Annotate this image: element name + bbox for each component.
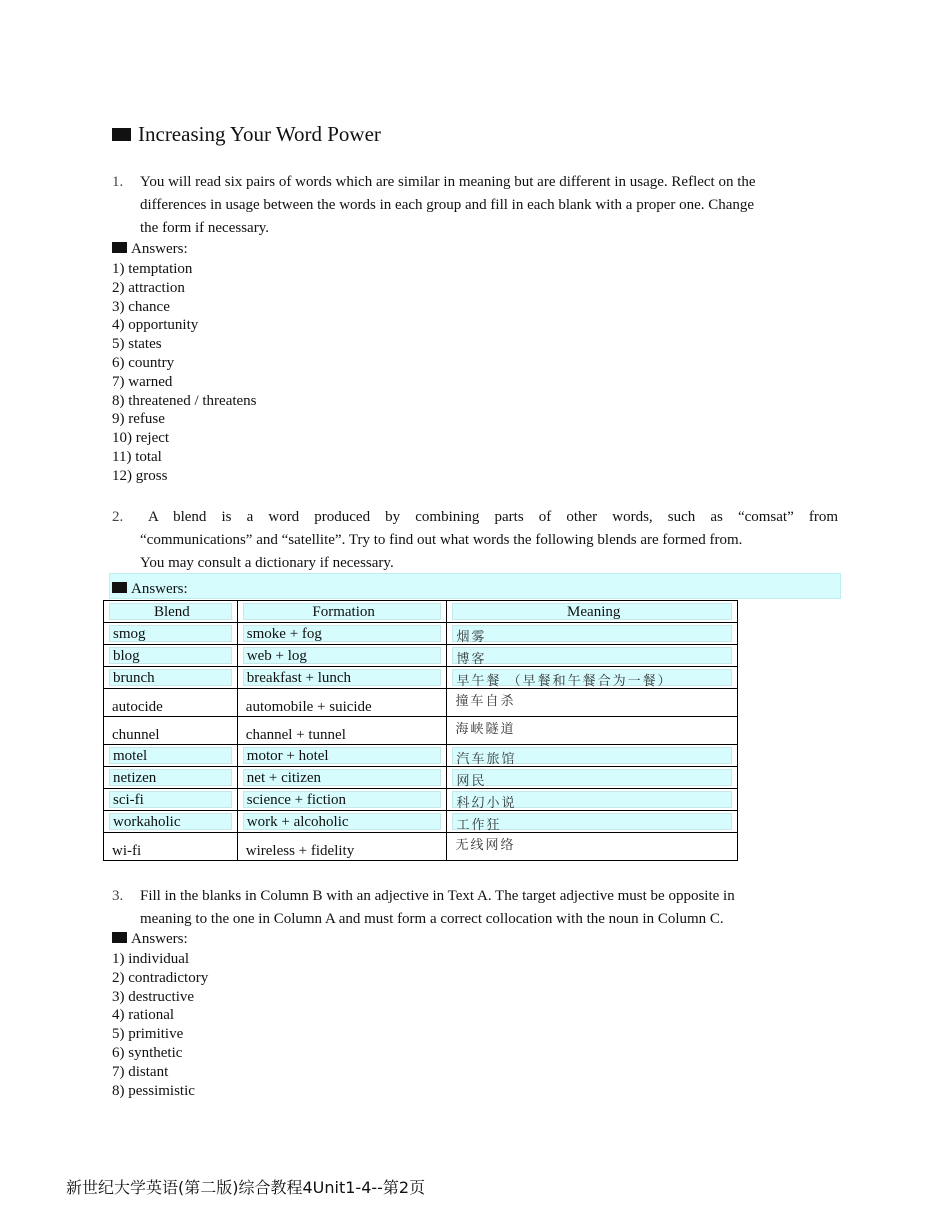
column-header: Meaning <box>447 601 738 623</box>
text-line: You may consult a dictionary if necessary. <box>140 555 394 571</box>
text-line: meaning to the one in Column A and must form a correct collocation with the noun in Column C. <box>140 911 724 927</box>
square-bullet-icon <box>112 128 131 141</box>
question-number: 3. <box>112 888 124 904</box>
table-cell: 无线网络 <box>447 833 738 861</box>
list-item: 2) attraction <box>112 279 185 296</box>
square-bullet-icon <box>112 932 127 943</box>
table-row <box>104 623 738 645</box>
table-cell: blog <box>104 645 238 667</box>
list-item: 5) states <box>112 336 162 353</box>
table-cell: netizen <box>104 767 238 789</box>
table-row <box>104 789 738 811</box>
question-number: 1. <box>112 174 124 190</box>
section-title-text: Increasing Your Word Power <box>138 122 381 146</box>
table-row <box>104 811 738 833</box>
page-footer: 新世纪大学英语(第二版)综合教程4Unit1-4--第2页 <box>66 1178 426 1197</box>
question-text <box>148 506 838 529</box>
table-cell: 烟雾 <box>447 623 738 645</box>
table-cell: net + citizen <box>237 767 447 789</box>
table-cell: breakfast + lunch <box>237 667 447 689</box>
list-item: 7) warned <box>112 373 173 390</box>
list-item: 3) destructive <box>112 988 195 1005</box>
table-cell: autocide <box>104 689 238 717</box>
list-item: 8) pessimistic <box>112 1082 195 1099</box>
list-item: 10) reject <box>112 430 170 447</box>
question-number: 2. <box>112 509 124 525</box>
list-item: 8) threatened / threatens <box>112 392 257 409</box>
text-line: A blend is a word produced by combining parts of other words, such as “comsat” from <box>148 509 838 525</box>
table-cell: workaholic <box>104 811 238 833</box>
table-cell: 海峡隧道 <box>447 717 738 745</box>
highlight-band <box>109 573 841 599</box>
column-header: Formation <box>237 601 447 623</box>
table-row <box>104 689 738 717</box>
table-cell: automobile + suicide <box>237 689 447 717</box>
list-item: 12) gross <box>112 467 168 484</box>
answers-label: Answers: <box>112 931 188 948</box>
text-line: “communications” and “satellite”. Try to find out what words the following blends are formed from. <box>140 532 743 548</box>
table-cell: 早午餐 （早餐和午餐合为一餐） <box>447 667 738 689</box>
table-cell: science + fiction <box>237 789 447 811</box>
list-item: 2) contradictory <box>112 969 209 986</box>
table-row <box>104 745 738 767</box>
table-cell: 工作狂 <box>447 811 738 833</box>
text-line: the form if necessary. <box>140 220 269 236</box>
list-item: 1) temptation <box>112 261 193 277</box>
list-item: 1) individual <box>112 951 190 967</box>
table-cell: chunnel <box>104 717 238 745</box>
question-3 <box>112 885 832 931</box>
table-row <box>104 833 738 861</box>
answer-list <box>112 950 208 1100</box>
list-item: 4) rational <box>112 1007 175 1024</box>
list-item: 6) country <box>112 354 175 371</box>
section-title <box>112 122 381 147</box>
table-cell: brunch <box>104 667 238 689</box>
table-cell: channel + tunnel <box>237 717 447 745</box>
table-header-row <box>104 601 738 623</box>
question-1 <box>112 171 832 240</box>
table-cell: smoke + fog <box>237 623 447 645</box>
text-line: Fill in the blanks in Column B with an adjective in Text A. The target adjective must be opposite in <box>140 888 735 904</box>
list-item: 5) primitive <box>112 1026 184 1043</box>
list-item: 9) refuse <box>112 411 165 428</box>
answers-label: Answers: <box>112 241 188 258</box>
question-text <box>140 885 840 931</box>
table-cell: wireless + fidelity <box>237 833 447 861</box>
blends-table <box>103 600 738 861</box>
table-cell: work + alcoholic <box>237 811 447 833</box>
table-cell: motor + hotel <box>237 745 447 767</box>
table-cell: 网民 <box>447 767 738 789</box>
text-line: You will read six pairs of words which are similar in meaning but are different in usage. Reflect on the <box>140 174 756 190</box>
table-cell: sci-fi <box>104 789 238 811</box>
table-row <box>104 717 738 745</box>
table-cell: motel <box>104 745 238 767</box>
table-row <box>104 767 738 789</box>
square-bullet-icon <box>112 242 127 253</box>
table-cell: web + log <box>237 645 447 667</box>
table-cell: 科幻小说 <box>447 789 738 811</box>
table-row <box>104 667 738 689</box>
list-item: 11) total <box>112 448 162 465</box>
table-cell: wi-fi <box>104 833 238 861</box>
list-item: 6) synthetic <box>112 1044 183 1061</box>
list-item: 3) chance <box>112 298 170 315</box>
list-item: 4) opportunity <box>112 317 199 334</box>
question-text <box>140 171 830 240</box>
square-bullet-icon <box>112 582 127 593</box>
table-cell: 撞车自杀 <box>447 689 738 717</box>
table-row <box>104 645 738 667</box>
answer-list <box>112 260 257 486</box>
text-line: differences in usage between the words in each group and fill in each blank with a proper one. Change <box>140 197 755 213</box>
table-cell: 博客 <box>447 645 738 667</box>
list-item: 7) distant <box>112 1063 169 1080</box>
question-text <box>140 529 838 575</box>
table-cell: smog <box>104 623 238 645</box>
question-2 <box>112 506 839 575</box>
table-cell: 汽车旅馆 <box>447 745 738 767</box>
answers-label: Answers: <box>112 581 188 598</box>
column-header: Blend <box>104 601 238 623</box>
